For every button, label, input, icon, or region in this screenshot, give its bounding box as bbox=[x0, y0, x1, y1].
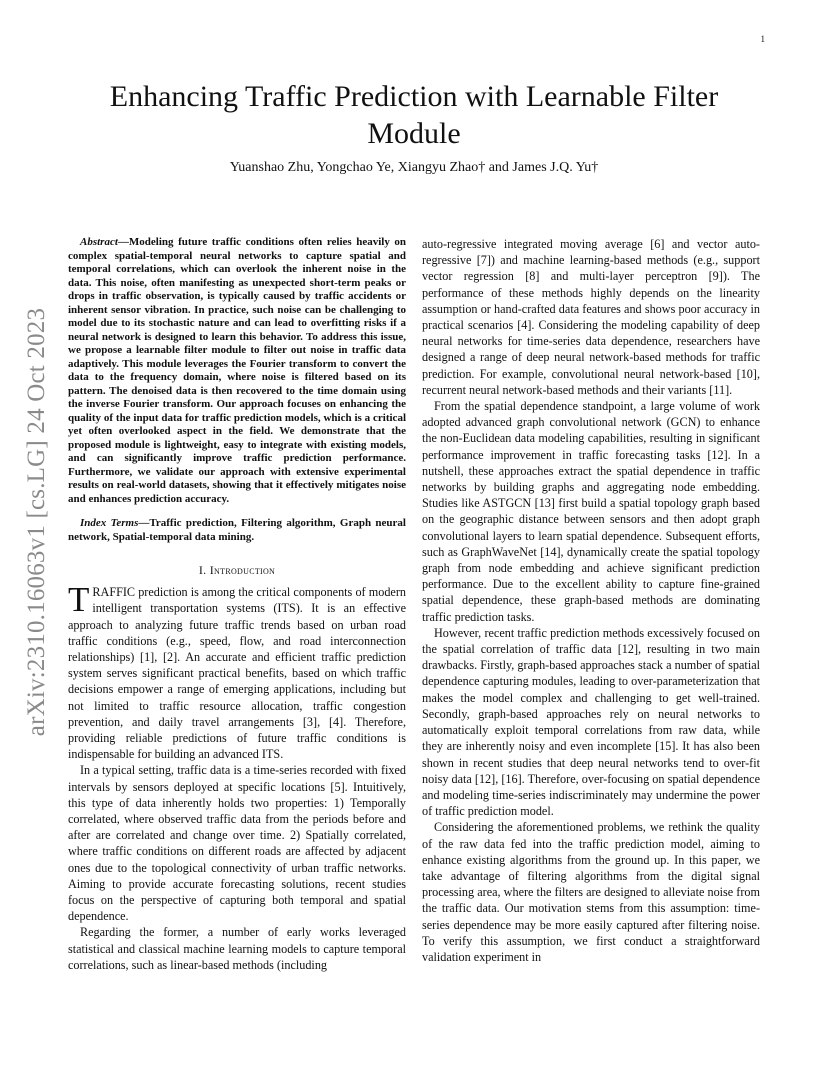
arxiv-identifier-text: arXiv:2310.16063v1 [cs.LG] 24 Oct 2023 bbox=[23, 307, 50, 737]
paper-title: Enhancing Traffic Prediction with Learnable Filter Module bbox=[109, 80, 719, 150]
drop-cap: T bbox=[68, 580, 90, 620]
section-heading-introduction bbox=[68, 562, 406, 578]
section-number: I. bbox=[198, 563, 210, 577]
abstract bbox=[68, 236, 406, 506]
right-paragraph-3: However, recent traffic prediction methods excessively focused on the spatial correlation of traffic data [12], resulting in two main drawbacks. Firstly, graph-based approaches stack a number of spatial dependence capturing modules, leading to over-parameterization that makes the model complex and challenging to get well-trained. Secondly, graph-based approaches rely on neural networks to automatically exploit temporal correlations from raw data, while they are inherently noisy and even incomplete [15]. It has also been shown in recent studies that deep neural networks tend to over-fit noisy data [12], [16]. Therefore, over-focusing on spatial dependence and modeling time-series indiscriminately may undermine the power of traffic prediction model. bbox=[422, 625, 760, 819]
intro-paragraph-1 bbox=[68, 580, 406, 762]
intro-paragraph-3: Regarding the former, a number of early works leveraged statistical and classical machine learning models to capture temporal correlations, such as linear-based methods (including bbox=[68, 925, 406, 972]
abstract-dash: — bbox=[117, 236, 129, 248]
right-column bbox=[422, 236, 760, 965]
intro-paragraph-2: In a typical setting, traffic data is a time-series recorded with fixed intervals by sensors deployed at specific locations [5]. Intuitively, this type of data inherently holds two properties: 1) Temporally correlated, where observed traffic data from the periods before and after are correlated and change over time. 2) Spatially correlated, where traffic conditions on different roads are affected by adjacent ones due to the topological connectivity of urban traffic networks. Aiming to provide accurate forecasting solutions, recent studies focus on the perspective of capturing both temporal and spatial dependence. bbox=[68, 763, 406, 924]
arxiv-identifier[interactable] bbox=[22, 288, 52, 756]
left-column bbox=[68, 236, 406, 973]
right-paragraph-4: Considering the aforementioned problems, we rethink the quality of the raw data fed into the traffic prediction model, aiming to enhance existing algorithms from the ground up. In this paper, we take advantage of filtering algorithms from the digital signal processing area, where the filters are designed to alleviate noise from the traffic data. Our motivation stems from this assumption: time-series dependence may be more easily captured after filtering noise. To verify this assumption, we first conduct a straightforward validation experiment in bbox=[422, 820, 760, 964]
author-list: Yuanshao Zhu, Yongchao Ye, Xiangyu Zhao† and James J.Q. Yu† bbox=[229, 160, 599, 175]
right-paragraph-1: auto-regressive integrated moving average [6] and vector auto-regressive [7]) and machine learning-based methods (e.g., support vector regression [8] and multi-layer perceptron [9]). The performance of these methods highly depends on the linearity assumption or hand-crafted data features and shows poor accuracy in practical scenarios [4]. Considering the modeling capability of deep neural networks for time-series data dependence, researchers have designed a range of deep neural network-based methods for traffic prediction. For example, convolutional neural network-based [10], recurrent neural network-based methods and their variants [11]. bbox=[422, 237, 760, 397]
abstract-label: Abstract bbox=[80, 236, 118, 248]
section-title: Introduction bbox=[209, 563, 276, 577]
right-paragraph-2: From the spatial dependence standpoint, a large volume of work adopted advanced graph convolutional network (GCN) to enhance the non-Euclidean data modeling capabilities, resulting in significant performance improvement in traffic forecasting tasks [12]. In a nutshell, these approaches extract the spatial dependence in traffic networks by building graphs and aggregating node embedding. Studies like ASTGCN [13] first build a spatial topology graph based on the geographic distance between sensors and then adopt graph convolutional layers to learn spatial dependence. Subsequent efforts, such as GraphWaveNet [14], dynamically create the spatial topology graph from node embedding and achieve significant prediction performance. Due to the excellent ability to capture fine-grained spatial dependence, these graph-based methods are dominating traffic prediction tasks. bbox=[422, 399, 760, 624]
index-terms bbox=[68, 517, 406, 544]
index-terms-dash: — bbox=[138, 517, 150, 529]
index-terms-text: Traffic prediction, Filtering algorithm, Graph neural network, Spatial-temporal data mining. bbox=[68, 517, 406, 543]
intro-paragraph-1-text: RAFFIC prediction is among the critical components of modern intelligent transportation systems (ITS). It is an effective approach to analyzing future traffic trends based on urban road traffic conditions (e.g., speed, flow, and road interconnection relationships) [1], [2]. An accurate and efficient traffic prediction system serves significant practical benefits, based on which traffic decisions empower a range of emerging applications, including but not limited to traffic resource allocation, traffic congestion prevention, and daily travel arrangements [3], [4]. Therefore, providing reliable predictions of future traffic conditions is indispensable for building an advanced ITS. bbox=[68, 585, 406, 762]
page-number: 1 bbox=[760, 34, 765, 44]
index-terms-label: Index Terms bbox=[80, 517, 139, 529]
abstract-text: Modeling future traffic conditions often relies heavily on complex spatial-temporal neural networks to capture spatial and temporal correlations, which can overlook the inherent noise in the data. This noise, often manifesting as unexpected short-term peaks or drops in traffic observation, is typically caused by traffic accidents or inherent sensor vibration. In practice, such noise can be challenging to model due to its stochastic nature and can lead to overfitting risks if a neural network is designed to learn this behavior. To address this issue, we propose a learnable filter module to filter out noise in traffic data adaptively. This module leverages the Fourier transform to convert the data to the frequency domain, where noise is filtered based on its pattern. The denoised data is then recovered to the time domain using the inverse Fourier transform. Our approach focuses on enhancing the quality of the input data for traffic prediction models, which is a critical yet often overlooked aspect in the field. We demonstrate that the proposed module is lightweight, easy to integrate with existing models, and can significantly improve traffic prediction performance. Furthermore, we validate our approach with extensive experimental results on real-world datasets, showing that it effectively mitigates noise and enhances prediction accuracy. bbox=[68, 236, 406, 505]
